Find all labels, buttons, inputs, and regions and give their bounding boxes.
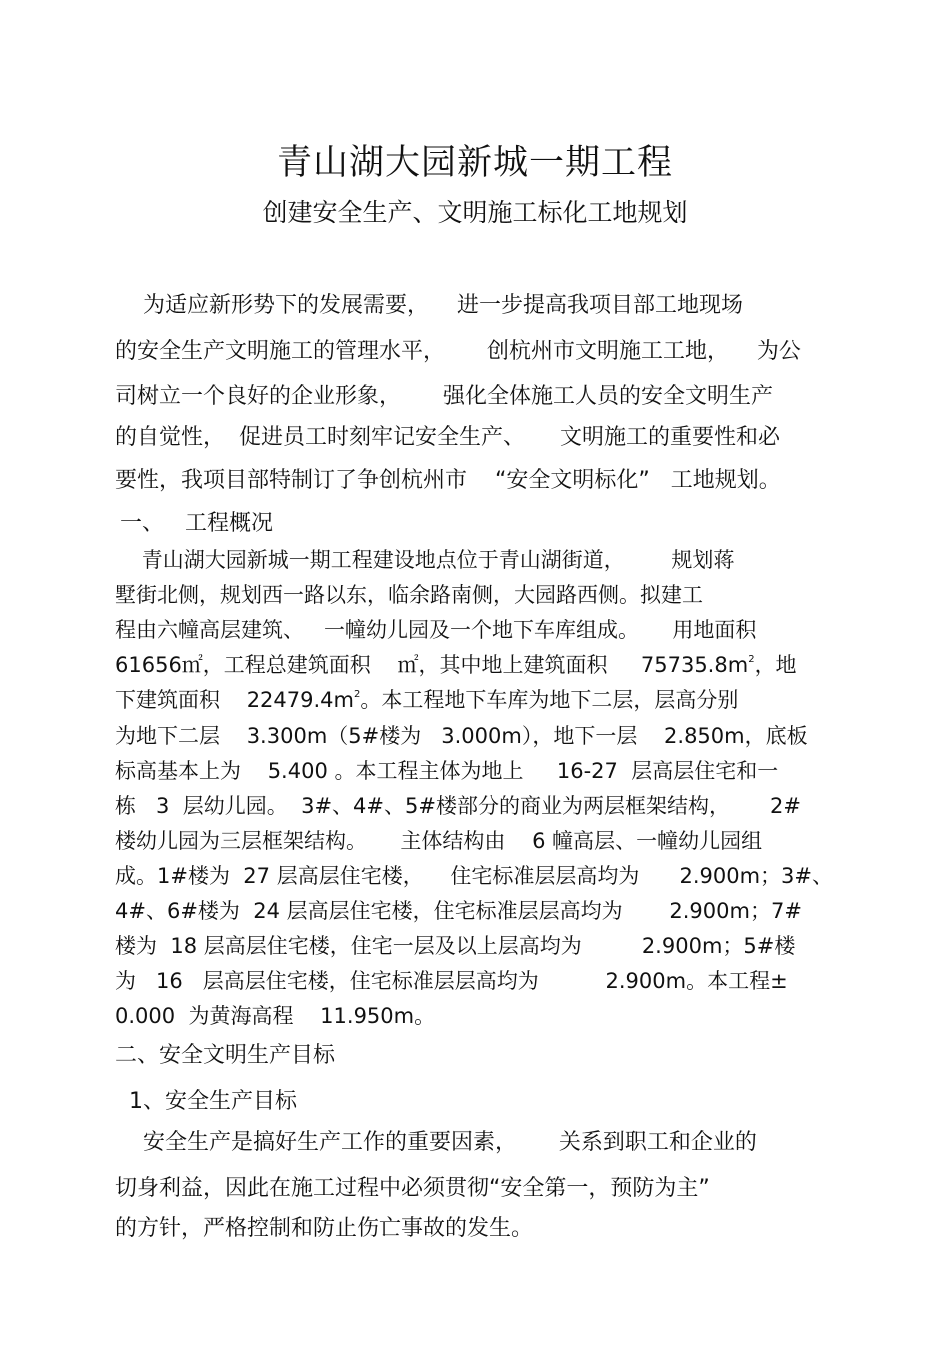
section1-line-6: 为地下二层 3.300m（5#楼为 3.000m），地下一层 2.850m，底板	[115, 724, 808, 748]
section1-line-2: 墅街北侧，规划西一路以东，临余路南侧，大园路西侧。拟建工	[115, 583, 703, 607]
section1-line-5-text: 下建筑面积 22479.4m	[115, 688, 354, 712]
section1-line-11: 4#、6#楼为 24 层高层住宅楼，住宅标准层层高均为 2.900m；7#	[115, 899, 802, 923]
subsection1-heading: 1、安全生产目标	[115, 1089, 297, 1114]
intro-line-3: 司树立一个良好的企业形象， 强化全体施工人员的安全文明生产	[115, 384, 773, 409]
section1-line-4-tail: ，地	[754, 653, 797, 677]
section1-heading: 一、 工程概况	[120, 511, 273, 536]
section1-line-4	[115, 650, 797, 680]
section1-line-5	[115, 685, 738, 715]
intro-line-4: 的自觉性， 促进员工时刻牢记安全生产、 文明施工的重要性和必	[115, 425, 780, 450]
section1-line-8: 栋 3 层幼儿园。 3#、4#、5#楼部分的商业为两层框架结构， 2#	[115, 794, 801, 818]
section1-line-1: 青山湖大园新城一期工程建设地点位于青山湖街道， 规划蒋	[115, 548, 735, 572]
section1-line-13: 为 16 层高层住宅楼，住宅标准层层高均为 2.900m。本工程±	[115, 969, 788, 993]
section1-line-5-tail: 。本工程地下车库为地下二层，层高分别	[360, 688, 739, 712]
document-subtitle: 创建安全生产、文明施工标化工地规划	[262, 198, 688, 227]
section2-line-2: 切身利益，因此在施工过程中必须贯彻“安全第一，预防为主”	[115, 1176, 710, 1201]
intro-line-5: 要性，我项目部特制订了争创杭州市 “安全文明标化” 工地规划。	[115, 468, 781, 493]
superscript-2: 2	[748, 654, 755, 665]
section1-line-7: 标高基本上为 5.400 。本工程主体为地上 16-27 层高层住宅和一	[115, 759, 779, 783]
section2-heading: 二、安全文明生产目标	[115, 1043, 336, 1068]
section2-line-1: 安全生产是搞好生产工作的重要因素， 关系到职工和企业的	[115, 1130, 757, 1155]
section1-line-9: 楼幼儿园为三层框架结构。 主体结构由 6 幢高层、一幢幼儿园组	[115, 829, 763, 853]
section1-line-14: 0.000 为黄海高程 11.950m。	[115, 1004, 436, 1028]
intro-line-2: 的安全生产文明施工的管理水平， 创杭州市文明施工工地， 为公	[115, 339, 801, 364]
section1-line-3: 程由六幢高层建筑、 一幢幼儿园及一个地下车库组成。 用地面积	[115, 618, 757, 642]
section2-line-3: 的方针，严格控制和防止伤亡事故的发生。	[115, 1216, 534, 1241]
superscript-2: 2	[354, 689, 361, 700]
intro-line-1: 为适应新形势下的发展需要， 进一步提高我项目部工地现场	[115, 293, 743, 318]
document-title: 青山湖大园新城一期工程	[276, 143, 673, 183]
section1-line-12: 楼为 18 层高层住宅楼，住宅一层及以上层高均为 2.900m；5#楼	[115, 934, 796, 958]
section1-line-4-text: 61656㎡，工程总建筑面积 ㎡，其中地上建筑面积 75735.8m	[115, 653, 749, 677]
section1-line-10: 成。1#楼为 27 层高层住宅楼， 住宅标准层层高均为 2.900m；3#、	[115, 864, 833, 888]
